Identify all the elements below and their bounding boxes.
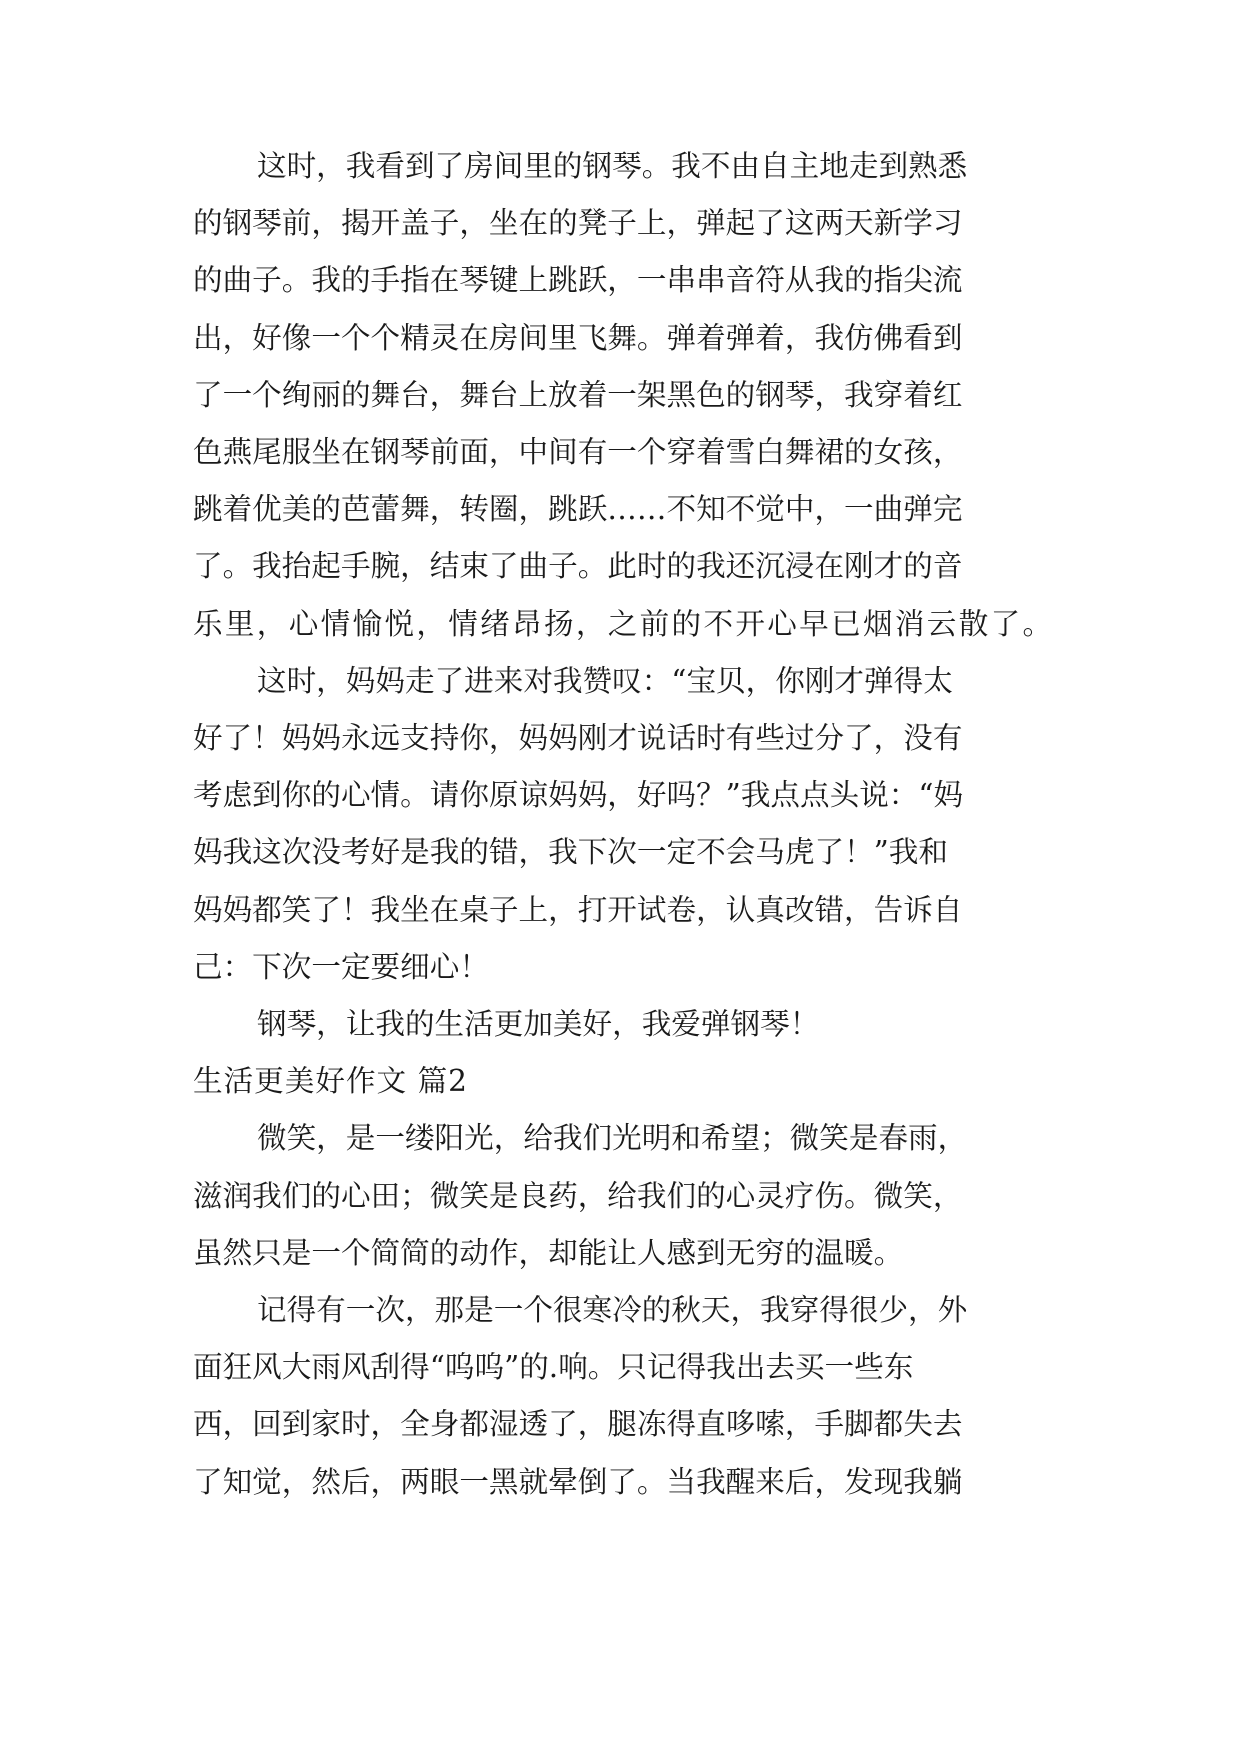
text-line bbox=[0, 366, 1241, 424]
text-line bbox=[0, 823, 1241, 881]
text-line bbox=[0, 709, 1241, 767]
text-line-content: 西，回到家时，全身都湿透了，腿冻得直哆嗦，手脚都失去 bbox=[193, 1407, 963, 1442]
text-line-content: 妈我这次没考好是我的错，我下次一定不会马虎了！”我和 bbox=[193, 835, 948, 870]
text-line bbox=[0, 1453, 1241, 1511]
text-line-content: 色燕尾服坐在钢琴前面，中间有一个穿着雪白舞裙的女孩， bbox=[193, 435, 963, 469]
text-line-content: 出，好像一个个精灵在房间里飞舞。弹着弹着，我仿佛看到 bbox=[193, 320, 963, 355]
text-line bbox=[0, 309, 1241, 367]
text-line-content: 微笑，是一缕阳光，给我们光明和希望；微笑是春雨， bbox=[257, 1121, 968, 1156]
text-line bbox=[0, 1395, 1241, 1453]
text-line bbox=[0, 1338, 1241, 1396]
text-line-content: 了一个绚丽的舞台，舞台上放着一架黑色的钢琴，我穿着红 bbox=[193, 377, 963, 412]
text-line bbox=[0, 480, 1241, 538]
section-heading-text: 生活更美好作文 篇2 bbox=[193, 1064, 468, 1099]
text-line bbox=[0, 537, 1241, 595]
text-line bbox=[0, 1167, 1241, 1225]
text-line bbox=[0, 1281, 1241, 1339]
text-line bbox=[0, 766, 1241, 824]
section-heading bbox=[0, 1052, 1241, 1110]
text-line-content: 己：下次一定要细心！ bbox=[193, 949, 489, 984]
text-line bbox=[0, 995, 1241, 1053]
text-line bbox=[0, 1109, 1241, 1167]
text-line-content: 了。我抬起手腕，结束了曲子。此时的我还沉浸在刚才的音 bbox=[193, 549, 963, 584]
text-line-content: 记得有一次，那是一个很寒冷的秋天，我穿得很少，外 bbox=[257, 1293, 968, 1327]
text-line-content: 妈妈都笑了！我坐在桌子上，打开试卷，认真改错，告诉自 bbox=[193, 892, 963, 927]
text-line-content: 这时，我看到了房间里的钢琴。我不由自主地走到熟悉 bbox=[257, 149, 968, 183]
text-line-content: 虽然只是一个简简的动作，却能让人感到无穷的温暖。 bbox=[193, 1235, 904, 1270]
text-line-content: 面狂风大雨风刮得“呜呜”的.响。只记得我出去买一些东 bbox=[193, 1350, 914, 1385]
text-line-content: 这时，妈妈走了进来对我赞叹：“宝贝，你刚才弹得太 bbox=[257, 663, 953, 698]
text-line bbox=[0, 595, 1241, 653]
text-line-content: 好了！妈妈永远支持你，妈妈刚才说话时有些过分了，没有 bbox=[193, 721, 963, 755]
text-line-content: 的曲子。我的手指在琴键上跳跃，一串串音符从我的指尖流 bbox=[193, 263, 963, 298]
text-line-content: 了知觉，然后，两眼一黑就晕倒了。当我醒来后，发现我躺 bbox=[193, 1464, 963, 1499]
text-line-content: 钢琴，让我的生活更加美好，我爱弹钢琴！ bbox=[257, 1007, 820, 1041]
text-line bbox=[0, 938, 1241, 996]
text-line bbox=[0, 251, 1241, 309]
text-line-content: 乐里，心情愉悦，情绪昂扬，之前的不开心早已烟消云散了。 bbox=[193, 606, 1055, 641]
text-line bbox=[0, 881, 1241, 939]
text-line bbox=[0, 1224, 1241, 1282]
text-line bbox=[0, 423, 1241, 481]
text-line-content: 考虑到你的心情。请你原谅妈妈，好吗？”我点点头说：“妈 bbox=[193, 778, 964, 813]
text-line bbox=[0, 137, 1241, 195]
text-line bbox=[0, 194, 1241, 252]
text-line-content: 的钢琴前，揭开盖子，坐在的凳子上，弹起了这两天新学习 bbox=[193, 206, 963, 241]
text-line-content: 跳着优美的芭蕾舞，转圈，跳跃……不知不觉中，一曲弹完 bbox=[193, 492, 963, 527]
text-line-content: 滋润我们的心田；微笑是良药，给我们的心灵疗伤。微笑， bbox=[193, 1178, 963, 1213]
text-line bbox=[0, 652, 1241, 710]
